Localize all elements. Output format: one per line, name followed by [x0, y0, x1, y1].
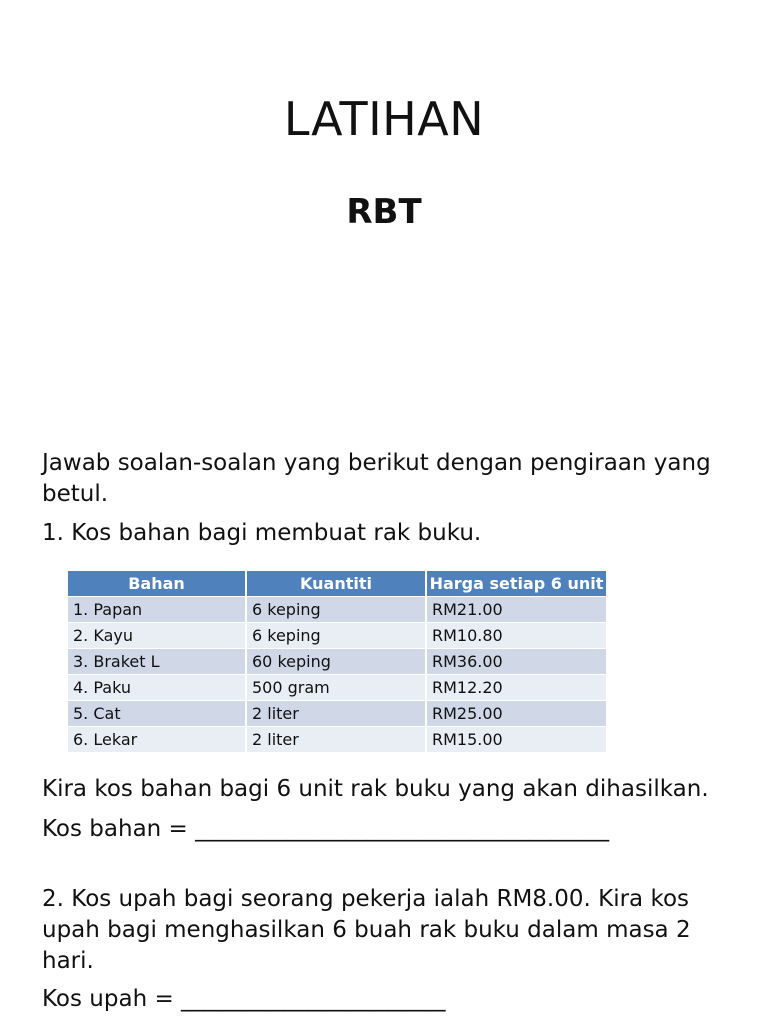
cell-kuantiti: 500 gram — [246, 675, 426, 701]
cell-kuantiti: 2 liter — [246, 701, 426, 727]
question-1-heading: 1. Kos bahan bagi membuat rak buku. — [42, 520, 482, 546]
table-row — [68, 623, 606, 649]
header-bahan: Bahan — [68, 571, 246, 597]
page-title: LATIHAN — [283, 92, 485, 146]
question-2-text: 2. Kos upah bagi seorang pekerja ialah RM8.00. Kira kos upah bagi menghasilkan 6 buah rak buku dalam masa 2 hari. — [42, 886, 691, 974]
instruction-text: Jawab soalan-soalan yang berikut dengan pengiraan yang betul. — [42, 450, 711, 507]
kos-bahan-answer-line: Kos bahan = ____________________________________ — [42, 816, 610, 842]
table-row — [68, 701, 606, 727]
cell-harga: RM36.00 — [426, 649, 606, 675]
page-subtitle: RBT — [346, 192, 422, 232]
cell-bahan: 6. Lekar — [68, 727, 246, 753]
cell-bahan: 2. Kayu — [68, 623, 246, 649]
cell-bahan: 4. Paku — [68, 675, 246, 701]
cell-harga: RM10.80 — [426, 623, 606, 649]
table-row — [68, 675, 606, 701]
header-harga: Harga setiap 6 unit — [426, 571, 606, 597]
cell-kuantiti: 60 keping — [246, 649, 426, 675]
table-row — [68, 649, 606, 675]
cell-bahan: 1. Papan — [68, 597, 246, 623]
cell-harga: RM12.20 — [426, 675, 606, 701]
cell-kuantiti: 6 keping — [246, 597, 426, 623]
cell-harga: RM15.00 — [426, 727, 606, 753]
materials-table — [68, 571, 606, 752]
kos-upah-answer-line: Kos upah = _______________________ — [42, 986, 446, 1012]
cell-bahan: 3. Braket L — [68, 649, 246, 675]
table-row — [68, 727, 606, 753]
question-1-task: Kira kos bahan bagi 6 unit rak buku yang akan dihasilkan. — [42, 776, 709, 802]
cell-kuantiti: 6 keping — [246, 623, 426, 649]
cell-bahan: 5. Cat — [68, 701, 246, 727]
table-row — [68, 597, 606, 623]
cell-harga: RM21.00 — [426, 597, 606, 623]
cell-kuantiti: 2 liter — [246, 727, 426, 753]
header-kuantiti: Kuantiti — [246, 571, 426, 597]
cell-harga: RM25.00 — [426, 701, 606, 727]
table-header-row — [68, 571, 606, 597]
